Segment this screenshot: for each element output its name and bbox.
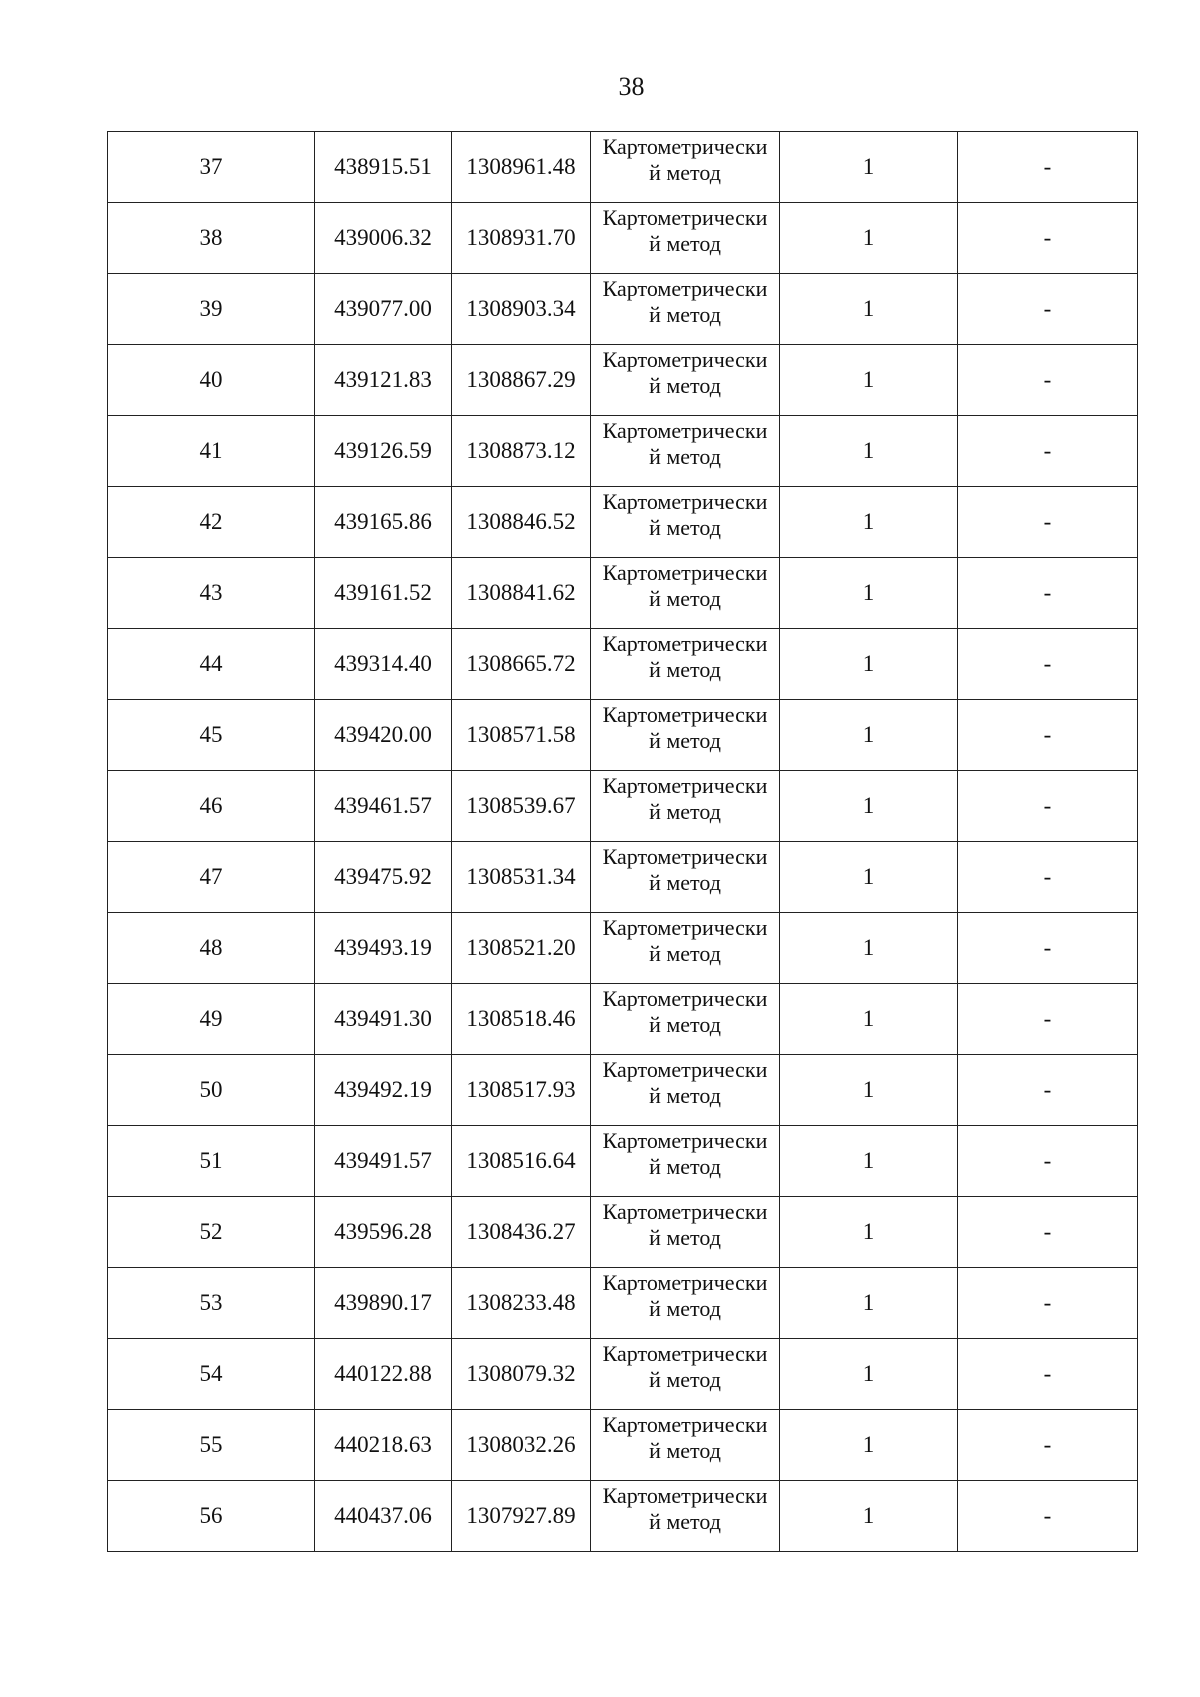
point-number-cell: 56	[108, 1481, 315, 1552]
method-cell	[591, 1197, 780, 1268]
table-row	[108, 416, 1138, 487]
table-row	[108, 629, 1138, 700]
x-coordinate-cell: 439006.32	[315, 203, 452, 274]
table-row	[108, 274, 1138, 345]
y-coordinate-cell: 1308518.46	[452, 984, 591, 1055]
method-cell	[591, 1126, 780, 1197]
y-coordinate-cell: 1308571.58	[452, 700, 591, 771]
y-coordinate-cell: 1308079.32	[452, 1339, 591, 1410]
accuracy-cell: 1	[780, 629, 958, 700]
method-line-1: Картометрически	[602, 489, 768, 514]
accuracy-cell: 1	[780, 558, 958, 629]
method-line-1: Картометрически	[602, 560, 768, 585]
point-number-cell: 48	[108, 913, 315, 984]
x-coordinate-cell: 439890.17	[315, 1268, 452, 1339]
method-cell	[591, 913, 780, 984]
accuracy-cell: 1	[780, 1055, 958, 1126]
y-coordinate-cell: 1308903.34	[452, 274, 591, 345]
x-coordinate-cell: 439314.40	[315, 629, 452, 700]
method-line-2: й метод	[649, 1154, 721, 1179]
table-row	[108, 700, 1138, 771]
table-row	[108, 1410, 1138, 1481]
y-coordinate-cell: 1308233.48	[452, 1268, 591, 1339]
method-cell	[591, 629, 780, 700]
method-line-1: Картометрически	[602, 702, 768, 727]
y-coordinate-cell: 1308846.52	[452, 487, 591, 558]
point-number-cell: 37	[108, 132, 315, 203]
method-line-2: й метод	[649, 1225, 721, 1250]
accuracy-cell: 1	[780, 1410, 958, 1481]
table-row	[108, 1339, 1138, 1410]
point-number-cell: 49	[108, 984, 315, 1055]
table-row	[108, 558, 1138, 629]
method-line-1: Картометрически	[602, 915, 768, 940]
method-line-2: й метод	[649, 1296, 721, 1321]
method-line-1: Картометрически	[602, 986, 768, 1011]
point-number-cell: 53	[108, 1268, 315, 1339]
method-line-1: Картометрически	[602, 1057, 768, 1082]
method-line-2: й метод	[649, 1012, 721, 1037]
accuracy-cell: 1	[780, 1197, 958, 1268]
note-cell: -	[958, 132, 1138, 203]
accuracy-cell: 1	[780, 487, 958, 558]
method-cell	[591, 203, 780, 274]
method-line-1: Картометрически	[602, 1412, 768, 1437]
method-line-1: Картометрически	[602, 1270, 768, 1295]
method-cell	[591, 1481, 780, 1552]
method-line-1: Картометрически	[602, 844, 768, 869]
note-cell: -	[958, 1481, 1138, 1552]
y-coordinate-cell: 1308961.48	[452, 132, 591, 203]
method-line-2: й метод	[649, 1367, 721, 1392]
y-coordinate-cell: 1308665.72	[452, 629, 591, 700]
method-line-1: Картометрически	[602, 347, 768, 372]
method-line-2: й метод	[649, 231, 721, 256]
x-coordinate-cell: 439165.86	[315, 487, 452, 558]
method-line-2: й метод	[649, 799, 721, 824]
point-number-cell: 55	[108, 1410, 315, 1481]
method-line-1: Картометрически	[602, 1483, 768, 1508]
note-cell: -	[958, 274, 1138, 345]
note-cell: -	[958, 1197, 1138, 1268]
method-line-2: й метод	[649, 1438, 721, 1463]
note-cell: -	[958, 1268, 1138, 1339]
table-row	[108, 984, 1138, 1055]
note-cell: -	[958, 558, 1138, 629]
method-line-1: Картометрически	[602, 773, 768, 798]
accuracy-cell: 1	[780, 1126, 958, 1197]
coordinates-table-body	[108, 132, 1138, 1552]
method-cell	[591, 132, 780, 203]
y-coordinate-cell: 1308032.26	[452, 1410, 591, 1481]
x-coordinate-cell: 439491.57	[315, 1126, 452, 1197]
accuracy-cell: 1	[780, 1339, 958, 1410]
note-cell: -	[958, 984, 1138, 1055]
method-cell	[591, 416, 780, 487]
point-number-cell: 43	[108, 558, 315, 629]
point-number-cell: 39	[108, 274, 315, 345]
y-coordinate-cell: 1308436.27	[452, 1197, 591, 1268]
x-coordinate-cell: 439161.52	[315, 558, 452, 629]
x-coordinate-cell: 439475.92	[315, 842, 452, 913]
method-line-1: Картометрически	[602, 276, 768, 301]
accuracy-cell: 1	[780, 345, 958, 416]
note-cell: -	[958, 345, 1138, 416]
method-line-2: й метод	[649, 1083, 721, 1108]
method-line-1: Картометрически	[602, 134, 768, 159]
table-row	[108, 487, 1138, 558]
accuracy-cell: 1	[780, 700, 958, 771]
x-coordinate-cell: 439492.19	[315, 1055, 452, 1126]
x-coordinate-cell: 440122.88	[315, 1339, 452, 1410]
x-coordinate-cell: 439077.00	[315, 274, 452, 345]
note-cell: -	[958, 629, 1138, 700]
accuracy-cell: 1	[780, 274, 958, 345]
x-coordinate-cell: 438915.51	[315, 132, 452, 203]
point-number-cell: 51	[108, 1126, 315, 1197]
accuracy-cell: 1	[780, 1481, 958, 1552]
method-cell	[591, 345, 780, 416]
x-coordinate-cell: 439596.28	[315, 1197, 452, 1268]
method-line-1: Картометрически	[602, 418, 768, 443]
method-cell	[591, 274, 780, 345]
x-coordinate-cell: 440437.06	[315, 1481, 452, 1552]
x-coordinate-cell: 439121.83	[315, 345, 452, 416]
note-cell: -	[958, 1410, 1138, 1481]
table-row	[108, 1268, 1138, 1339]
table-row	[108, 203, 1138, 274]
method-line-2: й метод	[649, 515, 721, 540]
page-number: 38	[618, 72, 645, 101]
method-line-2: й метод	[649, 373, 721, 398]
accuracy-cell: 1	[780, 913, 958, 984]
method-cell	[591, 1055, 780, 1126]
table-row	[108, 842, 1138, 913]
x-coordinate-cell: 439126.59	[315, 416, 452, 487]
method-cell	[591, 842, 780, 913]
method-line-2: й метод	[649, 870, 721, 895]
point-number-cell: 41	[108, 416, 315, 487]
point-number-cell: 40	[108, 345, 315, 416]
point-number-cell: 42	[108, 487, 315, 558]
y-coordinate-cell: 1308517.93	[452, 1055, 591, 1126]
y-coordinate-cell: 1308841.62	[452, 558, 591, 629]
point-number-cell: 45	[108, 700, 315, 771]
x-coordinate-cell: 439420.00	[315, 700, 452, 771]
accuracy-cell: 1	[780, 984, 958, 1055]
note-cell: -	[958, 487, 1138, 558]
method-line-1: Картометрически	[602, 205, 768, 230]
method-cell	[591, 1268, 780, 1339]
method-cell	[591, 1339, 780, 1410]
table-row	[108, 1481, 1138, 1552]
method-cell	[591, 487, 780, 558]
point-number-cell: 54	[108, 1339, 315, 1410]
y-coordinate-cell: 1308873.12	[452, 416, 591, 487]
y-coordinate-cell: 1308521.20	[452, 913, 591, 984]
accuracy-cell: 1	[780, 416, 958, 487]
y-coordinate-cell: 1307927.89	[452, 1481, 591, 1552]
point-number-cell: 52	[108, 1197, 315, 1268]
table-row	[108, 345, 1138, 416]
x-coordinate-cell: 439461.57	[315, 771, 452, 842]
table-row	[108, 771, 1138, 842]
note-cell: -	[958, 203, 1138, 274]
point-number-cell: 46	[108, 771, 315, 842]
table-row	[108, 132, 1138, 203]
accuracy-cell: 1	[780, 203, 958, 274]
x-coordinate-cell: 439491.30	[315, 984, 452, 1055]
method-cell	[591, 558, 780, 629]
method-line-1: Картометрически	[602, 1199, 768, 1224]
method-line-2: й метод	[649, 728, 721, 753]
x-coordinate-cell: 440218.63	[315, 1410, 452, 1481]
method-line-2: й метод	[649, 657, 721, 682]
method-line-2: й метод	[649, 444, 721, 469]
method-line-2: й метод	[649, 302, 721, 327]
y-coordinate-cell: 1308531.34	[452, 842, 591, 913]
table-row	[108, 1126, 1138, 1197]
note-cell: -	[958, 1055, 1138, 1126]
method-line-2: й метод	[649, 1509, 721, 1534]
point-number-cell: 47	[108, 842, 315, 913]
point-number-cell: 44	[108, 629, 315, 700]
note-cell: -	[958, 700, 1138, 771]
accuracy-cell: 1	[780, 842, 958, 913]
y-coordinate-cell: 1308539.67	[452, 771, 591, 842]
table-row	[108, 1197, 1138, 1268]
x-coordinate-cell: 439493.19	[315, 913, 452, 984]
coordinates-table	[107, 131, 1138, 1552]
note-cell: -	[958, 771, 1138, 842]
note-cell: -	[958, 913, 1138, 984]
note-cell: -	[958, 842, 1138, 913]
method-line-1: Картометрически	[602, 1341, 768, 1366]
accuracy-cell: 1	[780, 771, 958, 842]
y-coordinate-cell: 1308867.29	[452, 345, 591, 416]
note-cell: -	[958, 1126, 1138, 1197]
method-cell	[591, 1410, 780, 1481]
point-number-cell: 50	[108, 1055, 315, 1126]
table-row	[108, 1055, 1138, 1126]
method-line-2: й метод	[649, 586, 721, 611]
method-line-1: Картометрически	[602, 631, 768, 656]
method-line-2: й метод	[649, 941, 721, 966]
note-cell: -	[958, 416, 1138, 487]
y-coordinate-cell: 1308516.64	[452, 1126, 591, 1197]
method-cell	[591, 700, 780, 771]
note-cell: -	[958, 1339, 1138, 1410]
accuracy-cell: 1	[780, 132, 958, 203]
method-line-2: й метод	[649, 160, 721, 185]
method-cell	[591, 771, 780, 842]
table-row	[108, 913, 1138, 984]
method-line-1: Картометрически	[602, 1128, 768, 1153]
accuracy-cell: 1	[780, 1268, 958, 1339]
y-coordinate-cell: 1308931.70	[452, 203, 591, 274]
point-number-cell: 38	[108, 203, 315, 274]
method-cell	[591, 984, 780, 1055]
